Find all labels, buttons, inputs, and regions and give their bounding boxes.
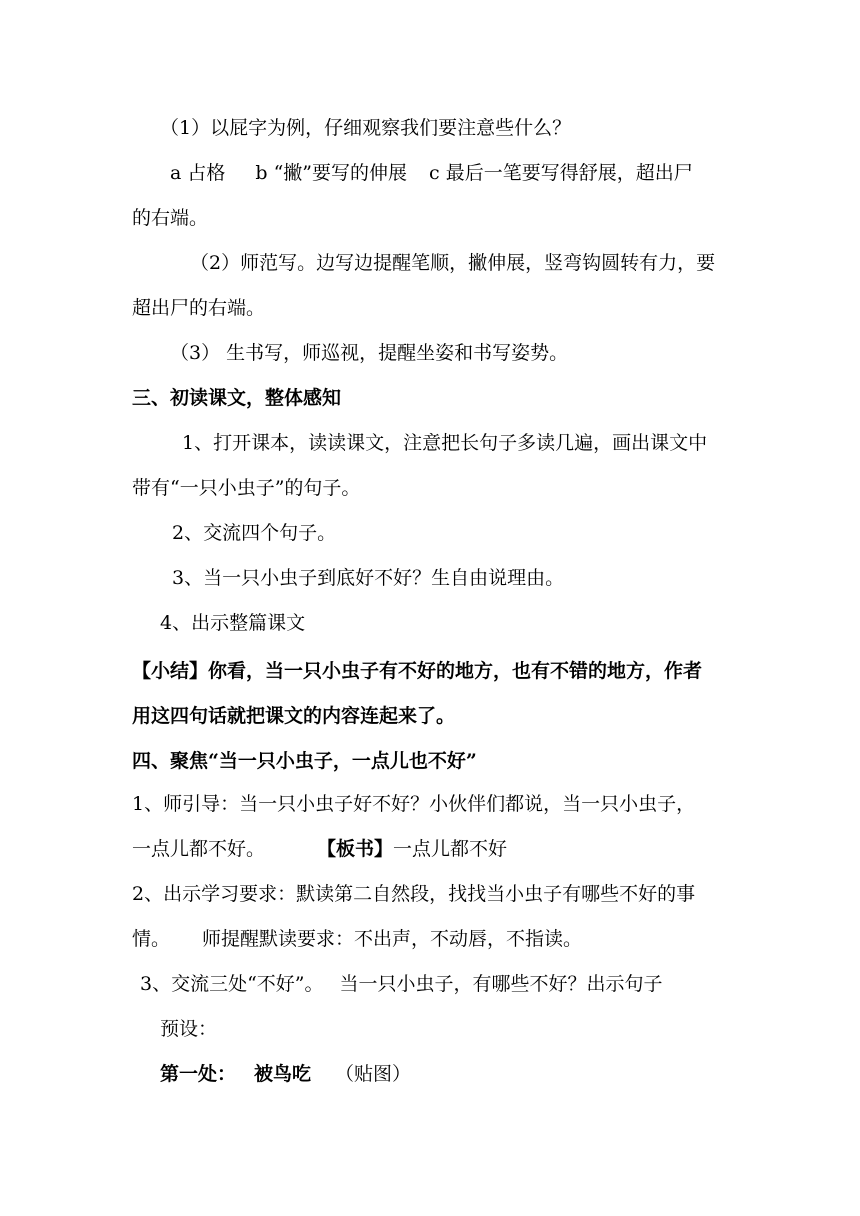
item3-exchange: 3、交流三处“不好”。	[140, 973, 324, 995]
reading-requirements: 师提醒默读要求：不出声，不动唇，不指读。	[202, 928, 583, 950]
place1-title: 被鸟吃	[254, 1063, 312, 1085]
section3-item2: 2、交流四个句子。	[172, 522, 337, 544]
section3-heading: 三、初读课文，整体感知	[132, 387, 342, 409]
step2-line2: 超出尸的右端。	[132, 297, 266, 319]
step2-line1: （2）师范写。边写边提醒笔顺，撇伸展，竖弯钩圆转有力，要	[190, 252, 716, 274]
section3-item3: 3、当一只小虫子到底好不好？生自由说理由。	[172, 567, 565, 589]
section4-heading: 四、聚焦“当一只小虫子，一点儿也不好”	[132, 750, 477, 772]
summary-line2: 用这四句话就把课文的内容连起来了。	[132, 705, 456, 727]
point-c-continuation: 的右端。	[132, 207, 209, 229]
board-label: 【板书】	[317, 838, 394, 860]
item2-continuation: 情。	[132, 928, 171, 950]
section4-item1-line1: 1、师引导：当一只小虫子好不好？小伙伴们都说，当一只小虫子，	[132, 793, 696, 815]
section3-item1-line2: 带有“一只小虫子”的句子。	[132, 477, 361, 499]
section3-item4: 4、出示整篇课文	[160, 612, 306, 634]
summary-line1: 【小结】你看，当一只小虫子有不好的地方，也有不错的地方，作者	[132, 660, 703, 682]
section4-item2-line2	[132, 927, 582, 951]
place1-line	[160, 1062, 411, 1086]
step3-line: （3） 生书写，师巡视，提醒坐姿和书写姿势。	[170, 342, 569, 364]
section4-item1-line2	[132, 837, 507, 861]
place1-note: （贴图）	[335, 1063, 412, 1085]
section4-item2-line1: 2、出示学习要求：默读第二自然段，找找当小虫子有哪些不好的事	[132, 883, 696, 905]
point-c: c 最后一笔要写得舒展，超出尸	[429, 162, 693, 184]
section4-item3	[140, 972, 663, 996]
point-b: b “撇”要写的伸展	[255, 162, 408, 184]
board-text: 一点儿都不好	[393, 838, 508, 860]
place1-label: 第一处：	[160, 1063, 237, 1085]
item1-continuation: 一点儿都不好。	[132, 838, 266, 860]
point-a: a 占格	[170, 162, 226, 184]
item3-question: 当一只小虫子，有哪些不好？出示句子	[339, 973, 663, 995]
preset-label: 预设：	[160, 1018, 218, 1040]
step1-line: （1）以屁字为例，仔细观察我们要注意些什么？	[160, 117, 572, 139]
step1-points-line	[170, 161, 693, 185]
section3-item1-line1: 1、打开课本，读读课文，注意把长句子多读几遍，画出课文中	[182, 432, 708, 454]
